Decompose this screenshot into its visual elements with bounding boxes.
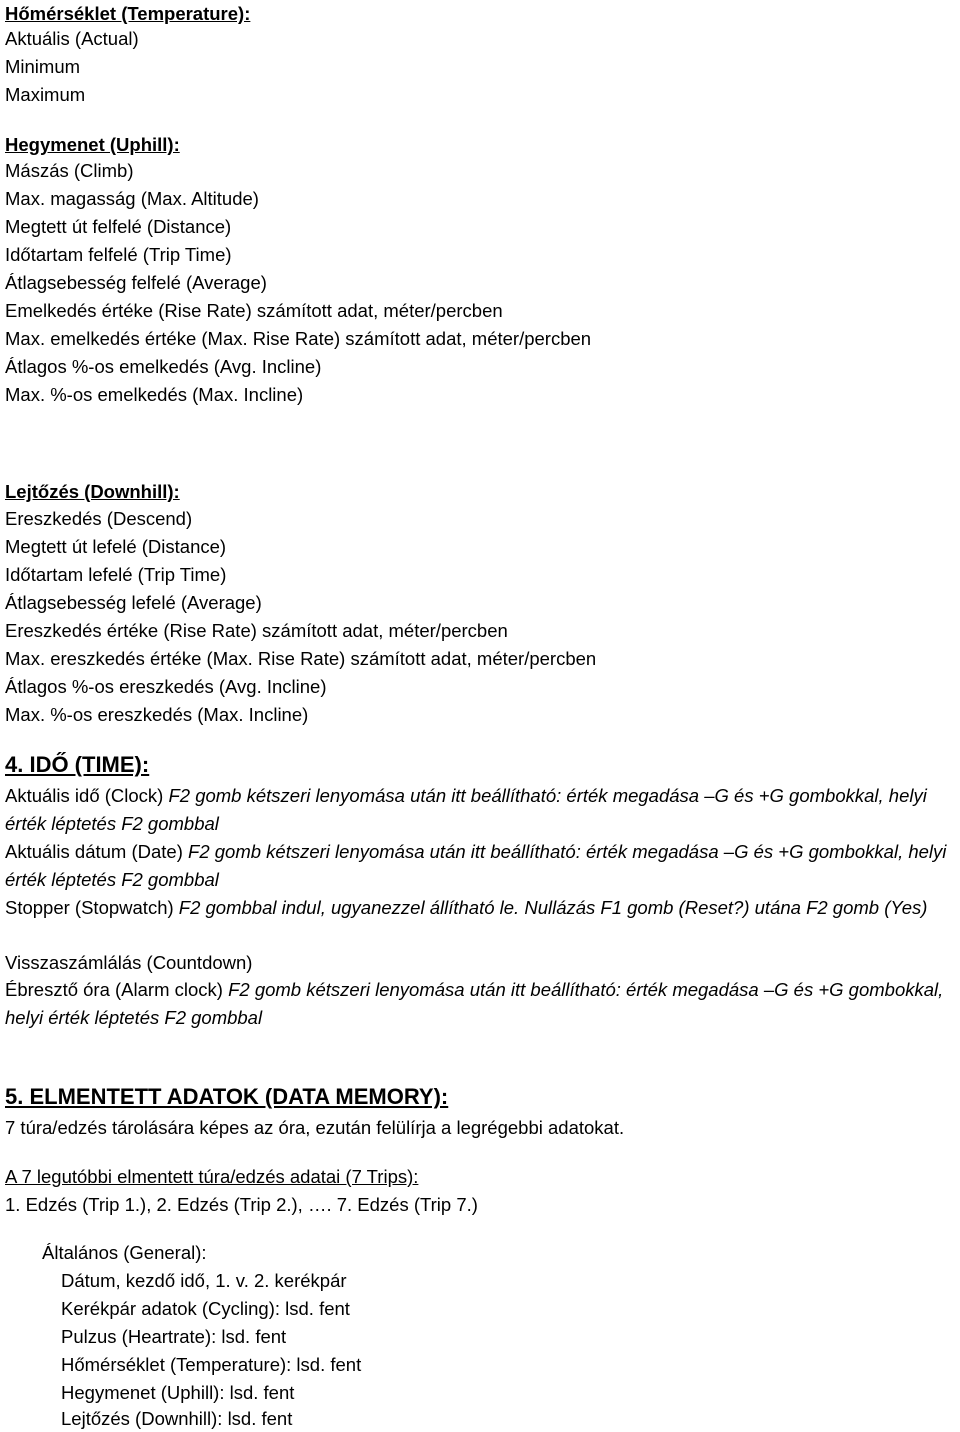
list-item: Mászás (Climb) [5,160,134,181]
trips-list: 1. Edzés (Trip 1.), 2. Edzés (Trip 2.), …. 7. Edzés (Trip 7.) [5,1194,478,1215]
list-item: Időtartam lefelé (Trip Time) [5,564,227,585]
list-item: Átlagos %-os ereszkedés (Avg. Incline) [5,676,327,697]
general-heading: Általános (General): [42,1242,207,1263]
temperature-heading: Hőmérséklet (Temperature): [5,3,251,24]
list-item: Ereszkedés (Descend) [5,508,193,529]
list-item: Max. magasság (Max. Altitude) [5,188,259,209]
list-item: Hegymenet (Uphill): lsd. fent [61,1382,295,1403]
list-item: Átlagos %-os emelkedés (Avg. Incline) [5,356,322,377]
list-item: Hőmérséklet (Temperature): lsd. fent [61,1354,362,1375]
list-item: Max. emelkedés értéke (Max. Rise Rate) számított adat, méter/percben [5,328,592,349]
date-entry [5,838,955,894]
list-item: Átlagsebesség lefelé (Average) [5,592,262,613]
clock-label: Aktuális idő (Clock) [5,785,169,806]
list-item: Ereszkedés értéke (Rise Rate) számított adat, méter/percben [5,620,508,641]
stopwatch-label: Stopper (Stopwatch) [5,897,179,918]
countdown-label: Visszaszámlálás (Countdown) [5,952,253,973]
list-item: Átlagsebesség felfelé (Average) [5,272,267,293]
list-item: Lejtőzés (Downhill): lsd. fent [61,1408,293,1429]
alarm-label: Ébresztő óra (Alarm clock) [5,979,229,1000]
alarm-note: F2 gomb kétszeri lenyomása után itt beállítható: érték megadása –G és +G gombokkal, helyi érték léptetés F2 gombbal [5,979,944,1028]
stopwatch-note: F2 gombbal indul, ugyanezzel állítható le. Nullázás F1 gomb (Reset?) utána F2 gomb (Yes) [178,897,928,918]
list-item: Megtett út felfelé (Distance) [5,216,232,237]
list-item: Pulzus (Heartrate): lsd. fent [61,1326,287,1347]
alarm-entry [5,976,955,1032]
list-item: Minimum [5,56,81,77]
list-item: Aktuális (Actual) [5,28,139,49]
list-item: Dátum, kezdő idő, 1. v. 2. kerékpár [61,1270,347,1291]
memory-heading: 5. ELMENTETT ADATOK (DATA MEMORY): [5,1084,449,1109]
list-item: Emelkedés értéke (Rise Rate) számított adat, méter/percben [5,300,503,321]
list-item: Időtartam felfelé (Trip Time) [5,244,232,265]
list-item: Max. %-os ereszkedés (Max. Incline) [5,704,309,725]
uphill-heading: Hegymenet (Uphill): [5,134,180,155]
list-item: Max. %-os emelkedés (Max. Incline) [5,384,304,405]
date-note: F2 gomb kétszeri lenyomása után itt beállítható: érték megadása –G és +G gombokkal, helyi érték léptetés F2 gombbal [5,841,947,890]
time-heading: 4. IDŐ (TIME): [5,752,150,777]
stopwatch-entry [5,894,955,922]
trips-title: A 7 legutóbbi elmentett túra/edzés adatai (7 Trips): [5,1166,419,1187]
memory-intro: 7 túra/edzés tárolására képes az óra, ezután felülírja a legrégebbi adatokat. [5,1117,625,1138]
list-item: Max. ereszkedés értéke (Max. Rise Rate) számított adat, méter/percben [5,648,597,669]
list-item: Maximum [5,84,86,105]
list-item: Kerékpár adatok (Cycling): lsd. fent [61,1298,350,1319]
clock-entry [5,782,955,838]
downhill-heading: Lejtőzés (Downhill): [5,481,180,502]
clock-note: F2 gomb kétszeri lenyomása után itt beállítható: érték megadása –G és +G gombokkal, helyi érték léptetés F2 gombbal [5,785,927,834]
date-label: Aktuális dátum (Date) [5,841,189,862]
list-item: Megtett út lefelé (Distance) [5,536,227,557]
